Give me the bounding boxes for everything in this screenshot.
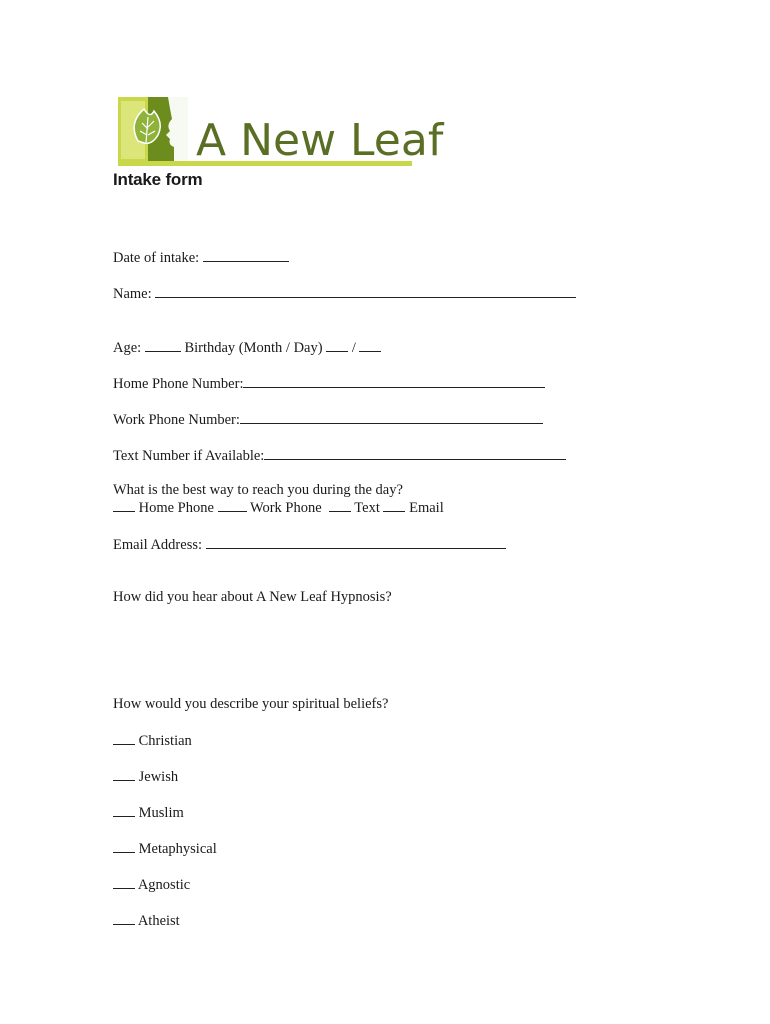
email-row bbox=[113, 536, 506, 554]
spiritual-option-metaphysical: Metaphysical bbox=[138, 841, 217, 857]
form-title: Intake form bbox=[113, 170, 203, 189]
spiritual-option-agnostic: Agnostic bbox=[137, 877, 191, 893]
contact-option-text: Text bbox=[354, 500, 380, 516]
home-phone-label: Home Phone Number: bbox=[113, 376, 244, 392]
spiritual-option-checkbox[interactable] bbox=[113, 732, 135, 745]
date-of-intake-label: Date of intake: bbox=[113, 250, 200, 266]
spiritual-question: How would you describe your spiritual beliefs? bbox=[113, 696, 389, 712]
spiritual-option-checkbox[interactable] bbox=[113, 876, 135, 889]
spiritual-option-row bbox=[113, 876, 190, 894]
age-field[interactable] bbox=[145, 339, 181, 352]
text-number-label: Text Number if Available: bbox=[113, 448, 265, 464]
spiritual-option-checkbox[interactable] bbox=[113, 912, 135, 925]
birthday-day-field[interactable] bbox=[359, 339, 381, 352]
hear-about-question: How did you hear about A New Leaf Hypnosis? bbox=[113, 589, 392, 605]
work-phone-label: Work Phone Number: bbox=[113, 412, 240, 428]
name-field[interactable] bbox=[155, 285, 576, 298]
logo-text: A New Leaf bbox=[196, 115, 444, 166]
work-phone-row bbox=[113, 411, 543, 429]
spiritual-option-atheist: Atheist bbox=[137, 913, 180, 929]
contact-option-email-checkbox[interactable] bbox=[383, 499, 405, 512]
birthday-month-field[interactable] bbox=[326, 339, 348, 352]
spiritual-option-jewish: Jewish bbox=[138, 769, 179, 785]
spiritual-option-row bbox=[113, 912, 180, 930]
home-phone-row bbox=[113, 375, 545, 393]
name-label: Name: bbox=[113, 286, 152, 302]
spiritual-option-christian: Christian bbox=[138, 733, 192, 749]
date-of-intake-field[interactable] bbox=[203, 249, 289, 262]
company-logo bbox=[118, 95, 444, 169]
birthday-separator: / bbox=[351, 340, 356, 356]
contact-option-work-checkbox[interactable] bbox=[218, 499, 247, 512]
spiritual-option-row bbox=[113, 840, 217, 858]
contact-option-text-checkbox[interactable] bbox=[329, 499, 351, 512]
contact-options-row bbox=[113, 499, 444, 517]
spiritual-option-muslim: Muslim bbox=[138, 805, 184, 821]
contact-option-home: Home Phone bbox=[138, 500, 214, 516]
text-number-row bbox=[113, 447, 566, 465]
birthday-label: Birthday (Month / Day) bbox=[184, 340, 323, 356]
name-row bbox=[113, 285, 576, 303]
age-birthday-row bbox=[113, 339, 381, 357]
spiritual-option-checkbox[interactable] bbox=[113, 768, 135, 781]
spiritual-option-row bbox=[113, 732, 192, 750]
spiritual-option-row bbox=[113, 804, 184, 822]
contact-option-home-checkbox[interactable] bbox=[113, 499, 135, 512]
email-label: Email Address: bbox=[113, 537, 203, 553]
spiritual-option-checkbox[interactable] bbox=[113, 804, 135, 817]
spiritual-option-checkbox[interactable] bbox=[113, 840, 135, 853]
date-of-intake-row bbox=[113, 249, 289, 267]
work-phone-field[interactable] bbox=[240, 411, 543, 424]
contact-option-email: Email bbox=[409, 500, 444, 516]
home-phone-field[interactable] bbox=[243, 375, 545, 388]
text-number-field[interactable] bbox=[264, 447, 566, 460]
contact-option-work: Work Phone bbox=[249, 500, 322, 516]
spiritual-option-row bbox=[113, 768, 178, 786]
age-label: Age: bbox=[113, 340, 142, 356]
best-way-question: What is the best way to reach you during the day? bbox=[113, 482, 403, 498]
email-field[interactable] bbox=[206, 536, 506, 549]
